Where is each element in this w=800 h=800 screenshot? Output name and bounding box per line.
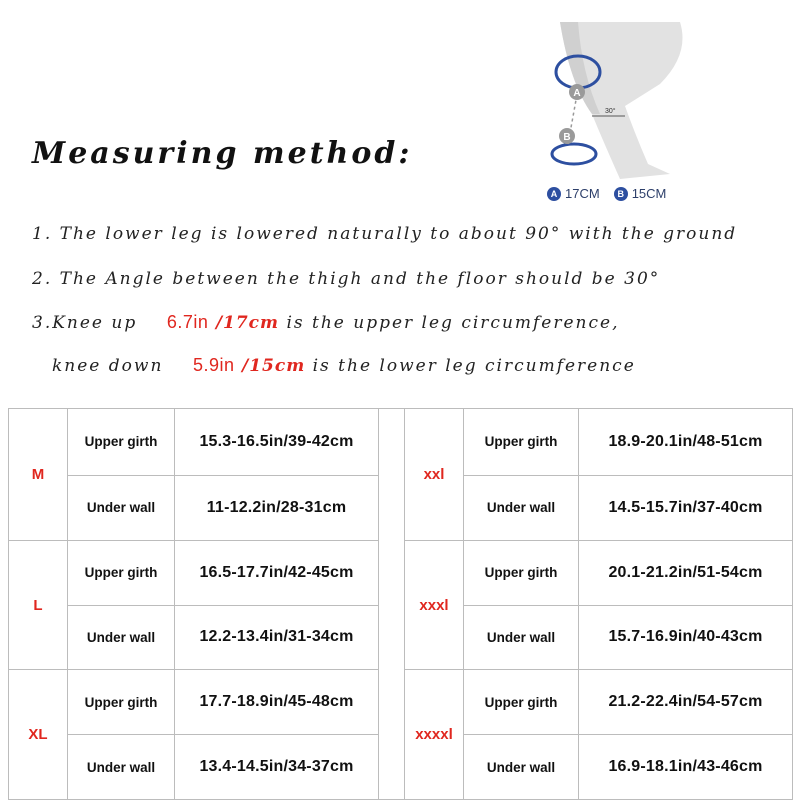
measure-label: Under wall <box>464 735 579 800</box>
measure-label: Upper girth <box>68 409 175 476</box>
size-cell: xxxl <box>405 540 464 670</box>
step-3 <box>32 312 619 333</box>
legend-a-icon: A <box>547 187 561 201</box>
svg-text:A: A <box>573 88 581 99</box>
size-chart-table <box>8 408 793 800</box>
step-4-cm: /15cm <box>241 356 306 376</box>
measure-value: 12.2-13.4in/31-34cm <box>175 605 379 670</box>
measure-value: 21.2-22.4in/54-57cm <box>579 670 793 735</box>
legend-a-value: 17CM <box>565 186 600 201</box>
step-3-cm: /17cm <box>215 313 280 333</box>
step-4 <box>52 355 636 376</box>
step-4-prefix: knee down <box>52 356 164 376</box>
size-cell: XL <box>9 670 68 800</box>
measure-label: Upper girth <box>464 409 579 476</box>
size-cell: M <box>9 409 68 541</box>
legend-b-icon: B <box>614 187 628 201</box>
legend-b-value: 15CM <box>631 186 667 201</box>
measure-value: 16.9-18.1in/43-46cm <box>579 735 793 800</box>
step-4-inches: 5.9in <box>193 355 235 375</box>
table-row <box>9 409 793 476</box>
angle-label: 30° <box>605 108 616 115</box>
legend-item-a <box>547 186 600 201</box>
measure-label: Under wall <box>68 605 175 670</box>
measure-label: Under wall <box>68 735 175 800</box>
measure-value: 20.1-21.2in/51-54cm <box>579 540 793 605</box>
size-cell: L <box>9 540 68 670</box>
step-3-prefix: 3.Knee up <box>32 313 138 333</box>
knee-measurement-diagram <box>530 14 700 204</box>
step-3-suffix: is the upper leg circumference, <box>286 313 620 333</box>
size-cell: xxl <box>405 409 464 541</box>
lower-circumference-mark <box>552 144 596 164</box>
diagram-legend <box>547 186 666 201</box>
svg-text:B: B <box>563 132 571 143</box>
step-4-suffix: is the lower leg circumference <box>312 356 636 376</box>
column-gap <box>379 409 405 800</box>
measure-label: Under wall <box>464 605 579 670</box>
measure-value: 16.5-17.7in/42-45cm <box>175 540 379 605</box>
measure-value: 14.5-15.7in/37-40cm <box>579 475 793 540</box>
page-title: Measuring method: <box>32 136 413 171</box>
measure-label: Under wall <box>464 475 579 540</box>
measure-value: 18.9-20.1in/48-51cm <box>579 409 793 476</box>
step-1: 1. The lower leg is lowered naturally to about 90° with the ground <box>32 224 738 244</box>
step-3-inches: 6.7in <box>166 312 209 332</box>
measure-value: 15.7-16.9in/40-43cm <box>579 605 793 670</box>
step-2: 2. The Angle between the thigh and the floor should be 30° <box>32 269 661 289</box>
measure-label: Upper girth <box>68 670 175 735</box>
measure-value: 17.7-18.9in/45-48cm <box>175 670 379 735</box>
measure-label: Upper girth <box>464 670 579 735</box>
measure-label: Upper girth <box>464 540 579 605</box>
measure-label: Under wall <box>68 475 175 540</box>
legend-item-b <box>614 186 667 201</box>
measure-label: Upper girth <box>68 540 175 605</box>
measure-value: 13.4-14.5in/34-37cm <box>175 735 379 800</box>
measure-value: 15.3-16.5in/39-42cm <box>175 409 379 476</box>
size-cell: xxxxl <box>405 670 464 800</box>
measure-value: 11-12.2in/28-31cm <box>175 475 379 540</box>
